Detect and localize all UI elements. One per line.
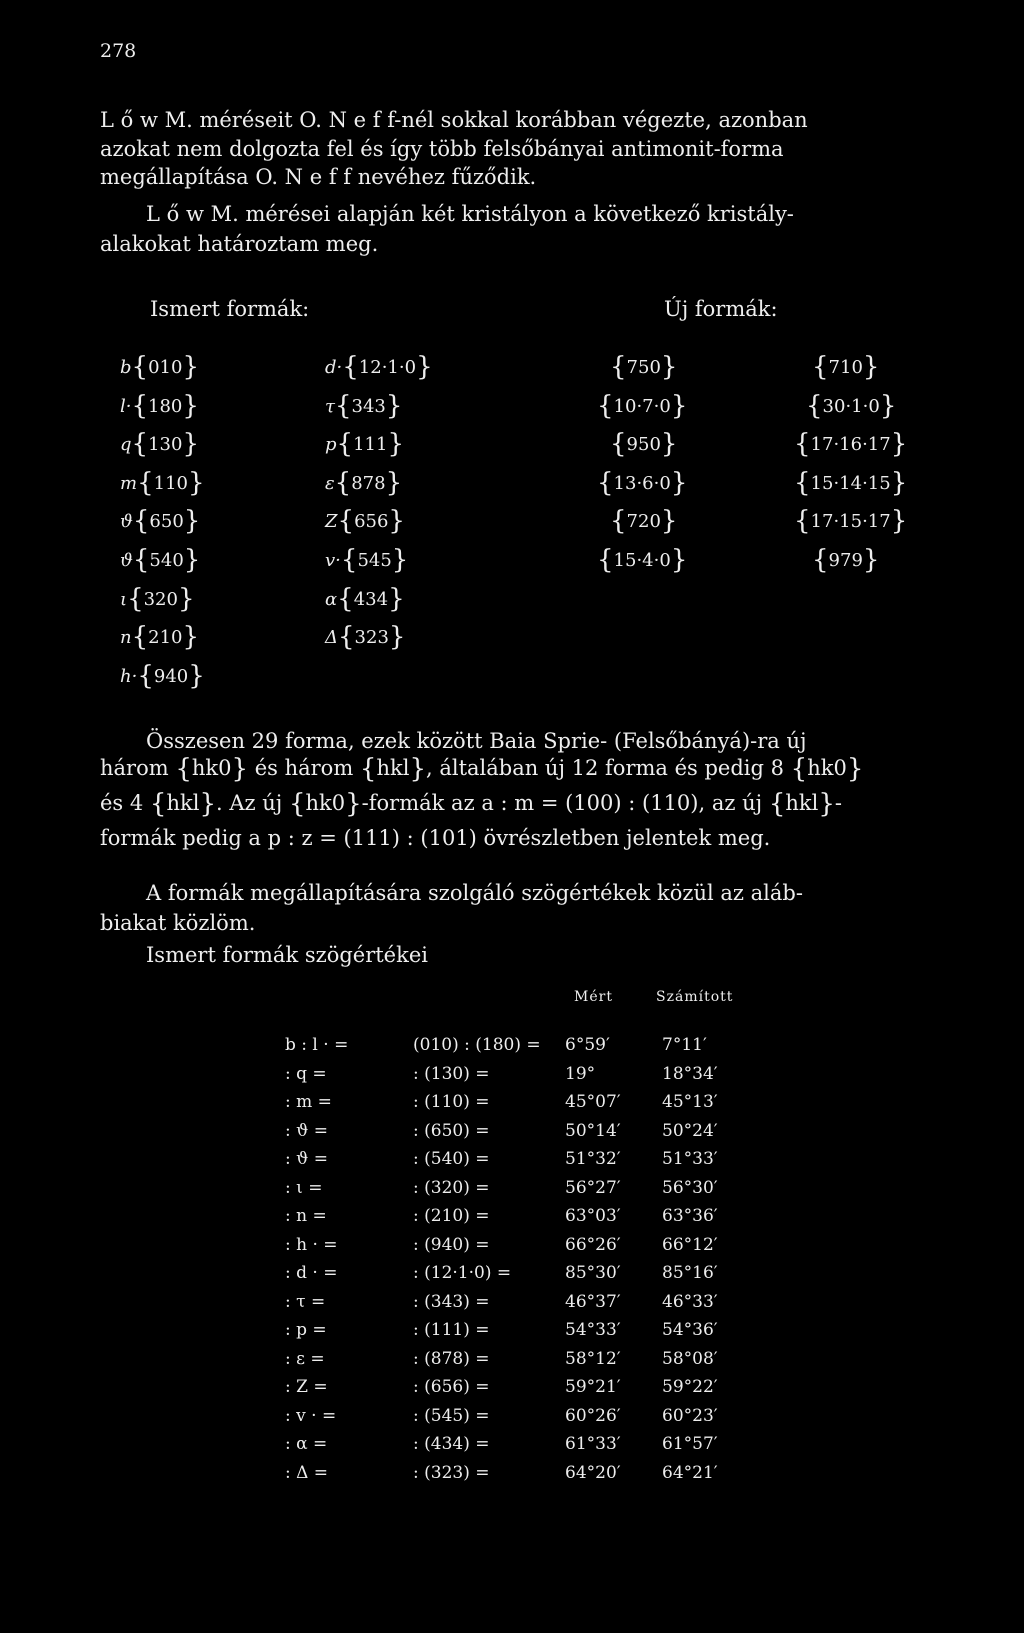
miller-index: 540 [149, 550, 184, 571]
miller-index: 320 [143, 588, 178, 610]
known-form: Δ{323} [325, 622, 406, 653]
known-form: Z{656} [325, 506, 405, 537]
summary-line: és 4 {hkl}. Az új {hk0}-formák az a : m = (100) : (110), az új {hkl}- [100, 789, 842, 819]
form-symbol: b [120, 357, 132, 378]
summary-line: három {hk0} és három {hkl}, általában új 12 forma és pedig 8 {hk0} [100, 754, 864, 784]
new-form: {750} [610, 352, 678, 382]
known-form: p{111} [325, 429, 404, 460]
miller-index: 130 [148, 434, 183, 456]
calculated-value: 54°36′ [662, 1320, 718, 1340]
miller-index: 110 [153, 472, 188, 494]
text: , általában új 12 forma és pedig 8 [425, 756, 791, 780]
summary-line: Összesen 29 forma, ezek között Baia Sprie- (Felsőbányá)-ra új [146, 729, 807, 753]
miller-index: 720 [626, 511, 661, 533]
text: -formák az a : m = (100) : (110), az új [361, 791, 769, 815]
angle-form: : (111) = [413, 1320, 490, 1340]
known-form: ϑ{650} [120, 506, 201, 537]
miller-index: 10·7·0 [613, 395, 671, 417]
miller-index: 15·14·15 [810, 472, 891, 494]
angle-symbol: : v · = [285, 1405, 337, 1426]
known-forms-heading: Ismert formák: [150, 297, 310, 321]
new-form: {979} [812, 545, 880, 575]
angle-symbol: : ϑ = [285, 1120, 328, 1141]
measured-value: 85°30′ [565, 1263, 621, 1283]
calculated-value: 64°21′ [662, 1462, 718, 1483]
new-form: {15·4·0} [597, 545, 688, 575]
form-symbol: τ [325, 395, 335, 417]
angle-form: : (545) = [413, 1405, 490, 1426]
known-form: h·{940} [120, 660, 205, 691]
measured-value: 56°27′ [565, 1177, 621, 1198]
text: - [834, 791, 842, 815]
measured-value: 50°14′ [565, 1120, 621, 1141]
miller-index: 323 [354, 627, 389, 649]
calculated-value: 50°24′ [662, 1120, 718, 1141]
form-symbol: v· [325, 550, 341, 571]
measured-value: 6°59′ [565, 1035, 610, 1055]
known-form: n{210} [120, 622, 200, 653]
new-form: {950} [610, 429, 678, 460]
angle-symbol: : m = [285, 1092, 332, 1112]
measured-value: 61°33′ [565, 1434, 621, 1454]
angle-form: : (878) = [413, 1348, 490, 1369]
known-form: τ{343} [325, 390, 403, 421]
angle-symbol: b : l · = [285, 1035, 349, 1055]
known-form: m{110} [120, 467, 205, 498]
calculated-value: 51°33′ [662, 1149, 718, 1169]
miller-index: 12·1·0 [358, 357, 417, 378]
angle-form: : (12·1·0) = [413, 1263, 512, 1283]
form-symbol: ϑ [120, 550, 133, 571]
angle-form: : (130) = [413, 1063, 490, 1084]
miller-index: hk0 [305, 791, 346, 815]
measured-value: 59°21′ [565, 1377, 621, 1397]
text: és 4 [100, 791, 150, 815]
miller-index: hkl [785, 791, 819, 815]
known-form: ϑ{540} [120, 545, 201, 575]
angle-form: : (320) = [413, 1177, 490, 1198]
text: és három [248, 756, 360, 780]
angle-symbol: : Δ = [285, 1462, 329, 1483]
page-number: 278 [100, 40, 137, 62]
angle-symbol: : p = [285, 1320, 327, 1340]
miller-index: 750 [626, 357, 661, 378]
calculated-value: 59°22′ [662, 1377, 718, 1397]
form-symbol: m [120, 472, 138, 494]
angle-symbol: : q = [285, 1063, 327, 1084]
outro-line: biakat közlöm. [100, 911, 256, 935]
calculated-value: 45°13′ [662, 1092, 718, 1112]
calculated-value: 46°33′ [662, 1291, 718, 1312]
angle-symbol: : Z = [285, 1377, 328, 1397]
known-form: ι{320} [120, 583, 195, 614]
angle-form: : (110) = [413, 1092, 490, 1112]
new-form: {13·6·0} [597, 467, 688, 498]
known-form: ε{878} [325, 467, 403, 498]
form-symbol: ε [325, 472, 335, 494]
intro-line: megállapítása O. N e f f nevéhez fűződik. [100, 165, 537, 189]
angle-symbol: : τ = [285, 1291, 326, 1312]
form-symbol: ι [120, 588, 128, 610]
angle-form: : (434) = [413, 1434, 490, 1454]
angle-form: : (540) = [413, 1149, 490, 1169]
angle-symbol: : h · = [285, 1234, 338, 1255]
miller-index: 940 [153, 665, 189, 687]
new-form: {10·7·0} [597, 390, 688, 421]
calculated-value: 63°36′ [662, 1206, 718, 1226]
measured-value: 51°32′ [565, 1149, 621, 1169]
form-symbol: n [120, 627, 132, 649]
text: három [100, 756, 176, 780]
text: . Az új [215, 791, 289, 815]
intro-line: L ő w M. mérései alapján két kristályon a következő kristály- [146, 202, 794, 226]
new-form: {17·15·17} [794, 506, 908, 537]
known-form: b{010} [120, 352, 199, 382]
form-symbol: α [325, 588, 338, 610]
calculated-header: Számított [656, 989, 734, 1005]
angles-heading: Ismert formák szögértékei [146, 943, 428, 967]
angle-symbol: : n = [285, 1206, 327, 1226]
measured-value: 63°03′ [565, 1206, 621, 1226]
known-form: α{434} [325, 583, 405, 614]
miller-index: 180 [148, 395, 183, 417]
intro-line: alakokat határoztam meg. [100, 232, 379, 256]
miller-index: 434 [353, 588, 389, 610]
measured-value: 58°12′ [565, 1348, 621, 1369]
calculated-value: 7°11′ [662, 1035, 707, 1055]
miller-index: 545 [357, 550, 392, 571]
angle-symbol: : ι = [285, 1177, 323, 1198]
form-symbol: h· [120, 665, 138, 687]
angle-form: : (940) = [413, 1234, 490, 1255]
measured-value: 46°37′ [565, 1291, 621, 1312]
angle-form: (010) : (180) = [413, 1035, 541, 1055]
angle-symbol: : d · = [285, 1263, 338, 1283]
angle-form: : (650) = [413, 1120, 490, 1141]
miller-index: 710 [828, 357, 863, 378]
miller-index: 210 [148, 627, 183, 649]
miller-index: 650 [149, 511, 184, 533]
calculated-value: 58°08′ [662, 1348, 718, 1369]
miller-index: 656 [354, 511, 389, 533]
measured-value: 54°33′ [565, 1320, 621, 1340]
summary-line: formák pedig a p : z = (111) : (101) övrészletben jelentek meg. [100, 826, 771, 850]
measured-value: 60°26′ [565, 1405, 621, 1426]
known-form: q{130} [120, 429, 199, 460]
form-symbol: d· [325, 357, 343, 378]
form-symbol: ϑ [120, 511, 133, 533]
new-form: {720} [610, 506, 678, 537]
calculated-value: 61°57′ [662, 1434, 718, 1454]
angle-symbol: : ε = [285, 1348, 325, 1369]
form-symbol: l· [120, 395, 132, 417]
miller-index: hk0 [191, 756, 232, 780]
measured-value: 64°20′ [565, 1462, 621, 1483]
intro-line: L ő w M. méréseit O. N e f f-nél sokkal korábban végezte, azonban [100, 108, 808, 132]
calculated-value: 60°23′ [662, 1405, 718, 1426]
miller-index: 30·1·0 [822, 395, 880, 417]
new-form: {30·1·0} [806, 390, 897, 421]
miller-index: 343 [351, 395, 386, 417]
measured-header: Mért [574, 989, 613, 1005]
miller-index: 13·6·0 [613, 472, 671, 494]
form-symbol: Z [325, 511, 338, 533]
miller-index: 17·15·17 [810, 511, 891, 533]
miller-index: hkl [376, 756, 410, 780]
miller-index: 979 [828, 550, 863, 571]
miller-index: hkl [166, 791, 200, 815]
measured-value: 45°07′ [565, 1092, 621, 1112]
new-form: {17·16·17} [794, 429, 908, 460]
angle-symbol: : α = [285, 1434, 328, 1454]
angle-form: : (210) = [413, 1206, 490, 1226]
form-symbol: p [325, 434, 337, 456]
measured-value: 66°26′ [565, 1234, 621, 1255]
form-symbol: Δ [325, 627, 338, 649]
miller-index: hk0 [807, 756, 847, 780]
measured-value: 19° [565, 1063, 596, 1084]
new-form: {710} [812, 352, 880, 382]
miller-index: 15·4·0 [613, 550, 671, 571]
miller-index: 878 [351, 472, 386, 494]
angle-symbol: : ϑ = [285, 1149, 328, 1169]
calculated-value: 66°12′ [662, 1234, 718, 1255]
calculated-value: 85°16′ [662, 1263, 718, 1283]
calculated-value: 56°30′ [662, 1177, 718, 1198]
form-symbol: q [120, 434, 132, 456]
angle-form: : (343) = [413, 1291, 490, 1312]
angle-form: : (323) = [413, 1462, 490, 1483]
intro-line: azokat nem dolgozta fel és így több felsőbányai antimonit-forma [100, 137, 784, 161]
miller-index: 950 [626, 434, 661, 456]
outro-line: A formák megállapítására szolgáló szögértékek közül az aláb- [146, 881, 803, 905]
calculated-value: 18°34′ [662, 1063, 718, 1084]
known-form: l·{180} [120, 390, 199, 421]
new-form: {15·14·15} [794, 467, 908, 498]
known-form: v·{545} [325, 545, 409, 575]
miller-index: 010 [148, 357, 183, 378]
known-form: d·{12·1·0} [325, 352, 433, 382]
new-forms-heading: Új formák: [664, 297, 778, 321]
miller-index: 111 [353, 434, 388, 456]
angle-form: : (656) = [413, 1377, 490, 1397]
miller-index: 17·16·17 [810, 434, 891, 456]
